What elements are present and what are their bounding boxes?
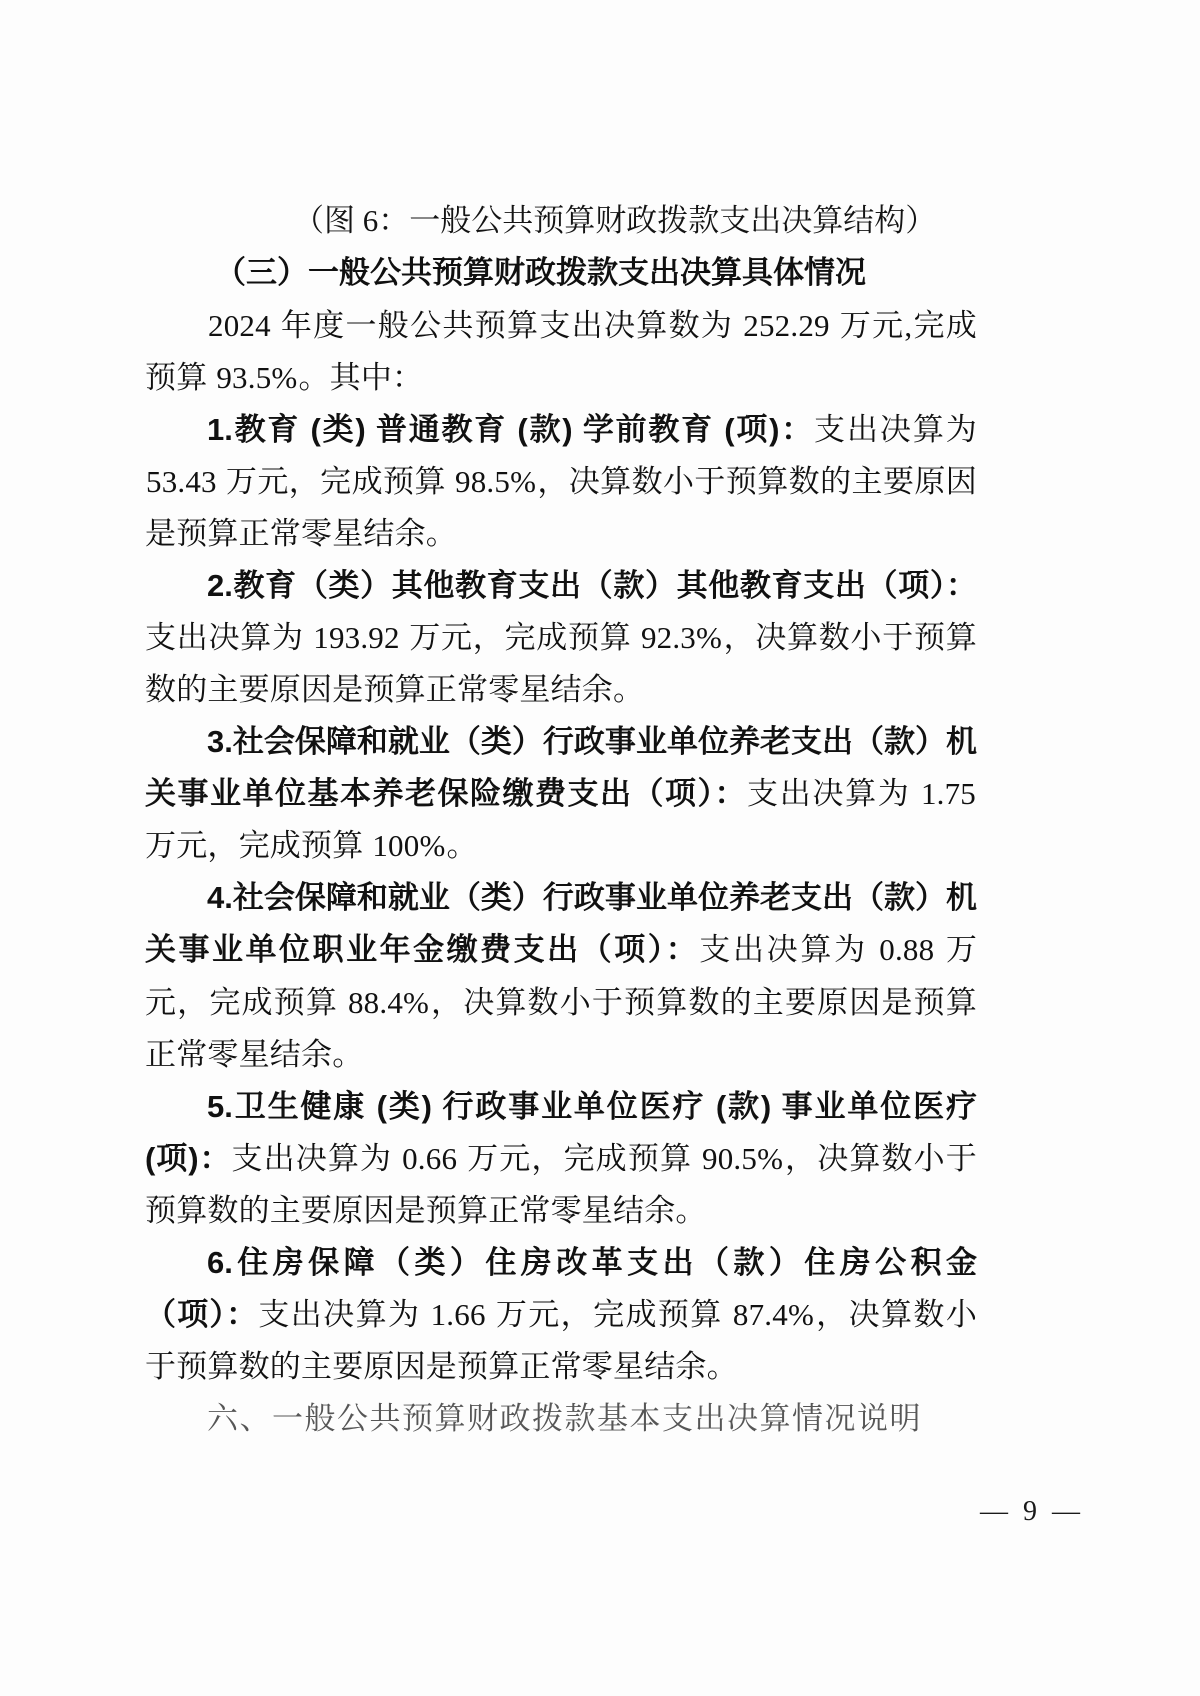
item-body-lead: 支出决算为 [699, 932, 868, 968]
item-title: 卫生健康 (类) 行政事业单位医疗 (款) 事业单位医疗 (项) [145, 1088, 977, 1176]
figure-caption: （图 6：一般公共预算财政拨款支出决算结构） [293, 203, 937, 238]
budget-item [145, 872, 977, 1080]
budget-item [145, 404, 977, 560]
intro-year: 2024 [208, 307, 271, 343]
item-separator: ： [714, 776, 747, 812]
item-body-lead: 支出决算为 [258, 1297, 421, 1333]
item-number: 1. [207, 411, 233, 447]
item-percent: 92.3% [640, 620, 723, 655]
item-body-tail: ，决算数小于预算数的主要原因是预算正常零星结余。 [145, 1140, 978, 1228]
item-amount: 193.92 [313, 620, 400, 655]
item-amount: 1.66 [430, 1297, 486, 1333]
item-percent: 100% [372, 828, 446, 864]
item-amount-unit: 万元，完成预算 [145, 828, 364, 864]
item-separator: ： [665, 932, 700, 968]
item-body-lead: 支出决算为 [145, 620, 304, 655]
intro-amount: 252.29 [743, 307, 830, 343]
intro-lead: 年度一般公共预算支出决算数为 [280, 307, 734, 343]
item-percent: 90.5% [702, 1140, 784, 1176]
intro-tail: 。其中： [298, 359, 424, 395]
item-percent: 88.4% [347, 984, 430, 1020]
item-title: 教育 (类) 普通教育 (款) 学前教育 (项) [232, 411, 780, 447]
item-separator: ： [946, 567, 977, 603]
intro-paragraph [145, 300, 977, 404]
item-body-tail: ，决算数小于预算数的主要原因是预算正常零星结余。 [145, 620, 977, 708]
intro-unit: 万元,完成预算 [145, 307, 977, 395]
item-number: 3. [207, 724, 233, 760]
item-amount: 53.43 [146, 463, 217, 499]
item-title: 住房保障（类）住房改革支出（款）住房公积金（项） [145, 1244, 977, 1333]
item-body-tail: 。 [446, 828, 478, 864]
item-amount-unit: 万元，完成预算 [467, 1140, 693, 1176]
item-number: 2. [207, 567, 233, 603]
item-body-lead: 支出决算为 [747, 776, 911, 812]
budget-item [145, 716, 977, 872]
item-amount-unit: 万元，完成预算 [495, 1297, 723, 1333]
item-number: 6. [207, 1244, 233, 1280]
item-body-tail: ，决算数小于预算数的主要原因是预算正常零星结余。 [145, 463, 977, 551]
budget-item [145, 1237, 977, 1393]
item-body-lead: 支出决算为 [813, 411, 978, 447]
section-heading: （三）一般公共预算财政拨款支出决算具体情况 [215, 255, 866, 291]
item-body-tail: ，决算数小于预算数的主要原因是预算正常零星结余。 [145, 984, 978, 1072]
item-title: 社会保障和就业（类）行政事业单位养老支出（款）机关事业单位基本养老保险缴费支出（项） [145, 724, 977, 812]
budget-item [145, 560, 977, 716]
page-number: — 9 — [980, 1496, 1084, 1527]
next-section-heading: 六、一般公共预算财政拨款基本支出决算情况说明 [207, 1401, 922, 1437]
item-number: 4. [207, 880, 233, 916]
item-percent: 87.4% [732, 1297, 814, 1333]
item-body-tail: ，决算数小于预算数的主要原因是预算正常零星结余。 [145, 1297, 978, 1385]
budget-item [145, 1081, 977, 1237]
item-amount: 0.66 [402, 1140, 458, 1176]
intro-percent: 93.5% [216, 359, 298, 395]
item-body-lead: 支出决算为 [231, 1140, 393, 1176]
item-amount: 0.88 [879, 932, 935, 968]
page-content [145, 196, 977, 1446]
item-separator: ： [198, 1140, 232, 1176]
item-amount-unit: 万元，完成预算 [145, 932, 978, 1020]
item-amount-unit: 万元，完成预算 [225, 463, 446, 499]
item-title: 社会保障和就业（类）行政事业单位养老支出（款）机关事业单位职业年金缴费支出（项） [145, 880, 977, 968]
item-separator: ： [226, 1297, 259, 1333]
item-separator: ： [779, 411, 814, 447]
item-title: 教育（类）其他教育支出（款）其他教育支出（项） [232, 567, 946, 603]
item-number: 5. [207, 1088, 233, 1124]
item-amount: 1.75 [920, 776, 977, 812]
item-percent: 98.5% [455, 463, 537, 499]
item-amount-unit: 万元，完成预算 [409, 620, 632, 655]
